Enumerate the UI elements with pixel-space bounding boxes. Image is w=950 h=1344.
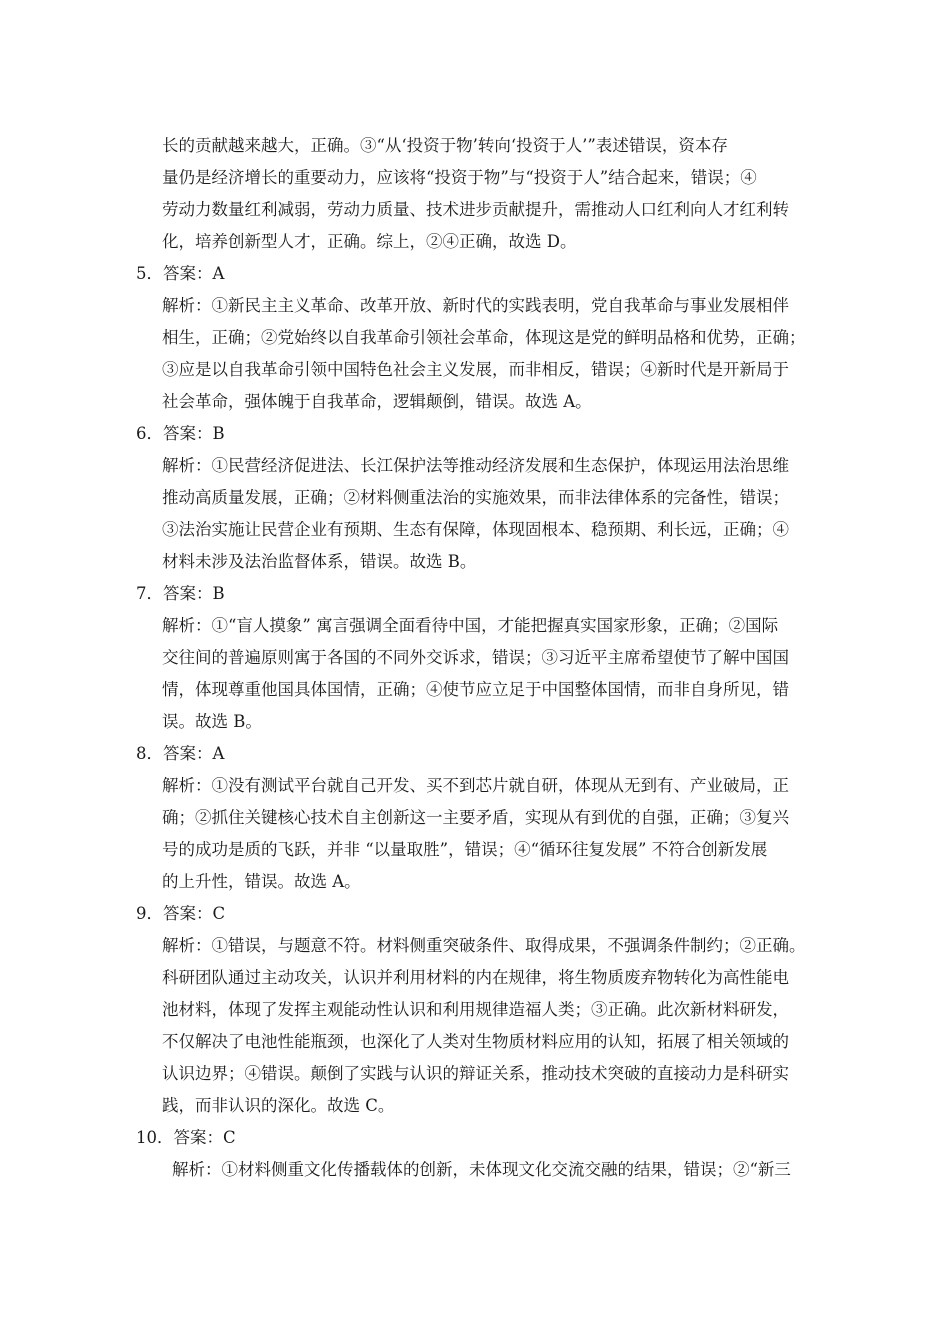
analysis-line: 践，而非认识的深化。故选 C。	[162, 1096, 395, 1115]
analysis-line: 的上升性，错误。故选 A。	[162, 872, 361, 891]
answer-label: 答案：B	[163, 424, 225, 443]
intro-line: 化，培养创新型人才，正确。综上，②④正确，故选 D。	[162, 232, 577, 251]
analysis-line: 材料未涉及法治监督体系，错误。故选 B。	[162, 552, 477, 571]
answer-label: 答案：A	[163, 744, 225, 763]
analysis-line: 解析：①没有测试平台就自己开发、买不到芯片就自研，体现从无到有、产业破局，正	[162, 776, 789, 795]
analysis-line: 认识边界；④错误。颠倒了实践与认识的辩证关系，推动技术突破的直接动力是科研实	[162, 1064, 789, 1083]
item-number: 10．	[136, 1128, 174, 1147]
item-number: 6．	[136, 424, 163, 443]
analysis-line: 解析：①错误，与题意不符。材料侧重突破条件、取得成果，不强调条件制约；②正确。	[162, 936, 806, 955]
answer-heading-8	[136, 744, 224, 764]
answer-label: 答案：B	[163, 584, 225, 603]
analysis-line: 解析：①民营经济促进法、长江保护法等推动经济发展和生态保护，体现运用法治思维	[162, 456, 789, 475]
answer-heading-9	[136, 904, 225, 924]
intro-line: 劳动力数量红利减弱，劳动力质量、技术进步贡献提升，需推动人口红利向人才红利转	[162, 200, 789, 219]
answer-heading-7	[136, 584, 225, 604]
intro-line: 长的贡献越来越大，正确。③“从‘投资于物’转向‘投资于人’”表述错误，资本存	[162, 136, 728, 155]
answer-label: 答案：C	[173, 1128, 236, 1147]
analysis-line: 社会革命，强体魄于自我革命，逻辑颠倒，错误。故选 A。	[162, 392, 592, 411]
analysis-line: 不仅解决了电池性能瓶颈，也深化了人类对生物质材料应用的认知，拓展了相关领域的	[162, 1032, 789, 1051]
answer-label: 答案：A	[163, 264, 225, 283]
analysis-line: 交往间的普遍原则寓于各国的不同外交诉求，错误；③习近平主席希望使节了解中国国	[162, 648, 789, 667]
analysis-line: 解析：①新民主主义革命、改革开放、新时代的实践表明，党自我革命与事业发展相伴	[162, 296, 789, 315]
intro-line: 量仍是经济增长的重要动力，应该将“投资于物”与“投资于人”结合起来，错误；④	[162, 168, 757, 187]
analysis-line: 情，体现尊重他国具体国情，正确；④使节应立足于中国整体国情，而非自身所见，错	[162, 680, 789, 699]
analysis-line: 推动高质量发展，正确；②材料侧重法治的实施效果，而非法律体系的完备性，错误；	[162, 488, 789, 507]
answer-heading-6	[136, 424, 225, 444]
answer-label: 答案：C	[163, 904, 226, 923]
answer-heading-10	[136, 1128, 236, 1148]
analysis-line: 解析：①“盲人摸象” 寓言强调全面看待中国，才能把握真实国家形象，正确；②国际	[162, 616, 779, 635]
analysis-line: ③法治实施让民营企业有预期、生态有保障，体现固根本、稳预期、利长远，正确；④	[162, 520, 789, 539]
item-number: 8．	[136, 744, 163, 763]
analysis-line: 误。故选 B。	[162, 712, 262, 731]
analysis-line: ③应是以自我革命引领中国特色社会主义发展，而非相反，错误；④新时代是开新局于	[162, 360, 789, 379]
analysis-line: 号的成功是质的飞跃，并非 “以量取胜”，错误；④“循环往复发展” 不符合创新发展	[162, 840, 768, 859]
item-number: 5．	[136, 264, 163, 283]
answer-heading-5	[136, 264, 224, 284]
analysis-line: 确；②抓住关键核心技术自主创新这一主要矛盾，实现从有到优的自强，正确；③复兴	[162, 808, 789, 827]
analysis-line: 解析：①材料侧重文化传播载体的创新，未体现文化交流交融的结果，错误；②“新三	[172, 1160, 791, 1179]
item-number: 9．	[136, 904, 163, 923]
analysis-line: 相生，正确；②党始终以自我革命引领社会革命，体现这是党的鲜明品格和优势，正确；	[162, 328, 806, 347]
item-number: 7．	[136, 584, 163, 603]
analysis-line: 科研团队通过主动攻关，认识并利用材料的内在规律，将生物质废弃物转化为高性能电	[162, 968, 789, 987]
analysis-line: 池材料，体现了发挥主观能动性认识和利用规律造福人类；③正确。此次新材料研发，	[162, 1000, 789, 1019]
